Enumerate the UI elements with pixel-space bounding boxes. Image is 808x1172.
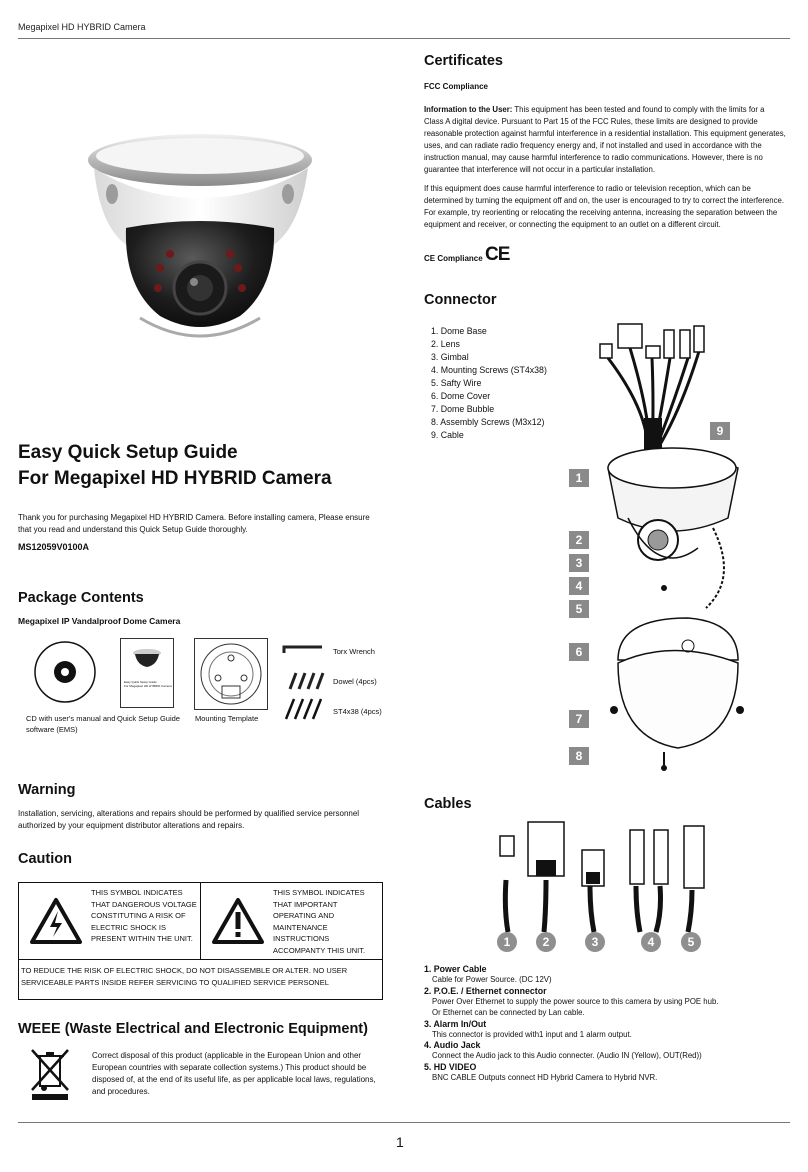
guide-title (18, 440, 332, 492)
callout-9: 9 (710, 422, 730, 440)
screw-icon (286, 699, 321, 719)
header-rule (18, 38, 790, 39)
cable-item-desc: Connect the Audio jack to this Audio connecter. (Audio IN (Yellow), OUT(Red)) (432, 1051, 702, 1060)
warning-text: Installation, servicing, alterations and repairs should be performed by qualified service personnel authorized by your equipment distributor alterations and repairs. (18, 809, 360, 830)
booklet-cover-subtitle: For Megapixel HD HYBRID Camera (124, 684, 172, 688)
callout-5: 5 (569, 600, 589, 618)
weee-text: Correct disposal of this product (applicable in the European Union and other European countries with separate collection systems.) This product should be disposed of, at the end of its useful life, as per applicable local laws, regulations, and procedures. (92, 1051, 376, 1096)
cable-item-desc: Cable for Power Source. (DC 12V) (432, 975, 552, 984)
certificates-heading: Certificates (424, 53, 503, 69)
weee-bin-icon (28, 1048, 72, 1104)
cable-badge-4: 4 (641, 932, 661, 952)
fcc-info-label: Information to the User: (424, 105, 513, 114)
caution-heading: Caution (18, 851, 72, 867)
fcc-info-text: This equipment has been tested and found to comply with the limits for a Class A digital device. Pursuant to Part 15 of the FCC Rules, these limits are designed to provide reasonable protection against harmful interference in a residential installation. This equipment generates, uses, and can radiate radio frequency energy and, if not installed and used in accordance with the instruction manual, may cause harmful interference to radio communications. However, there is no guarantee that interference will not occur in a particular installation. (424, 105, 786, 174)
qsg-label: Quick Setup Guide (117, 714, 180, 723)
callout-2: 2 (569, 531, 589, 549)
connector-heading: Connector (424, 292, 497, 308)
connector-item: 5. Safty Wire (431, 378, 482, 388)
caution-bottom-text: TO REDUCE THE RISK OF ELECTRIC SHOCK, DO NOT DISASSEMBLE OR ALTER. NO USER SERVICEABLE PARTS INSIDE REFER SERVICING TO QUALIFIED SERVICE PERSONEL (21, 966, 348, 987)
cable-item-desc: This connector is provided with1 input and 1 alarm output. (432, 1029, 632, 1039)
connector-item: 2. Lens (431, 339, 460, 349)
caution-right-text: THIS SYMBOL INDICATES THAT IMPORTANT OPERATING AND MAINTENANCE INSTRUCTIONS ACCOMPANTY THIS UNIT. (273, 888, 366, 955)
connector-item: 4. Mounting Screws (ST4x38) (431, 365, 547, 375)
cable-badge-3: 3 (585, 932, 605, 952)
dowel-label: Dowel (4pcs) (333, 677, 377, 686)
cable-item-title: 5. HD VIDEO (424, 1061, 477, 1072)
fcc-paragraph-2: If this equipment does cause harmful interference to radio or television reception, which can be determined by turning the equipment off and on, the user is encouraged to try to correct the interference. For example, try reorienting or relocating the receiving antenna, increasing the separation between the equipment and receiver, or connecting the equipment to an outlet on a different circuit. (424, 184, 785, 229)
hardware-icons (282, 643, 328, 721)
cable-badge-5: 5 (681, 932, 701, 952)
cable-item-title: 1. Power Cable (424, 964, 487, 974)
caution-left-text: THIS SYMBOL INDICATES THAT DANGEROUS VOLTAGE CONSTITUTING A RISK OF ELECTRIC SHOCK IS PRESENT WITHIN THE UNIT. (91, 888, 197, 943)
guide-title-line1: Easy Quick Setup Guide (18, 442, 238, 463)
ce-mark-icon: CE (485, 244, 510, 265)
dome-camera-image (80, 118, 320, 348)
cd-label: CD with user's manual and software (EMS) (26, 714, 116, 734)
connector-item: 8. Assembly Screws (M3x12) (431, 417, 545, 427)
package-subheading: Megapixel IP Vandalproof Dome Camera (18, 616, 181, 626)
booklet-camera-icon (121, 639, 173, 675)
connector-item: 6. Dome Cover (431, 391, 491, 401)
fcc-heading: FCC Compliance (424, 82, 489, 91)
footer-rule (18, 1122, 790, 1123)
fcc-info-paragraph (424, 104, 786, 176)
connector-list (431, 325, 547, 442)
cable-item-title: 3. Alarm In/Out (424, 1018, 487, 1029)
cable-item-desc: Or Ethernet can be connected by Lan cable. (432, 1008, 585, 1017)
electric-shock-warning-icon (29, 897, 83, 945)
callout-7: 7 (569, 710, 589, 728)
cable-list (424, 964, 794, 1083)
cable-item-desc: BNC CABLE Outputs connect HD Hybrid Camera to Hybrid NVR. (432, 1072, 658, 1082)
cable-badge-2: 2 (536, 932, 556, 952)
template-label: Mounting Template (195, 714, 259, 723)
cable-item-title: 2. P.O.E. / Ethernet connector (424, 985, 547, 996)
cables-heading: Cables (424, 796, 472, 812)
audio-jack-icon (630, 830, 644, 884)
exploded-camera-diagram (588, 318, 758, 778)
torx-label: Torx Wrench (333, 647, 375, 656)
cable-item-title: 4. Audio Jack (424, 1040, 481, 1050)
running-header: Megapixel HD HYBRID Camera (18, 22, 146, 32)
connector-item: 3. Gimbal (431, 352, 469, 362)
warning-heading: Warning (18, 782, 76, 798)
torx-wrench-icon (284, 647, 322, 653)
page-number: 1 (396, 1134, 404, 1150)
callout-8: 8 (569, 747, 589, 765)
power-plug-icon (500, 836, 514, 856)
ce-heading: CE Compliance (424, 254, 483, 263)
intro-text: Thank you for purchasing Megapixel HD HYBRID Camera. Before installing camera, Please ensure that you read and understand this Quick Setup Guide thoroughly. (18, 513, 370, 534)
callout-4: 4 (569, 577, 589, 595)
exclamation-warning-icon (211, 897, 265, 945)
package-heading: Package Contents (18, 590, 144, 606)
model-number: MS12059V0100A (18, 542, 90, 552)
dowel-icon (290, 673, 323, 689)
quick-guide-booklet (120, 638, 174, 708)
cable-item-desc: Power Over Ethernet to supply the power source to this camera by using POE hub. (432, 996, 719, 1006)
booklet-cover-title: Easy Quick Setup Guide (124, 680, 157, 684)
cables-diagram (490, 820, 720, 935)
guide-title-line2: For Megapixel HD HYBRID Camera (18, 468, 332, 489)
connector-item: 7. Dome Bubble (431, 404, 495, 414)
bnc-connector-icon (684, 826, 704, 888)
mounting-template-icon (194, 638, 268, 710)
cable-badge-1: 1 (497, 932, 517, 952)
weee-heading: WEEE (Waste Electrical and Electronic Equipment) (18, 1021, 368, 1037)
caution-box (18, 882, 383, 1000)
connector-item: 1. Dome Base (431, 326, 487, 336)
callout-3: 3 (569, 554, 589, 572)
screw-label: ST4x38 (4pcs) (333, 707, 382, 716)
cd-icon (33, 640, 97, 704)
callout-1: 1 (569, 469, 589, 487)
callout-6: 6 (569, 643, 589, 661)
connector-item: 9. Cable (431, 430, 464, 440)
audio-jack-2-icon (654, 830, 668, 884)
